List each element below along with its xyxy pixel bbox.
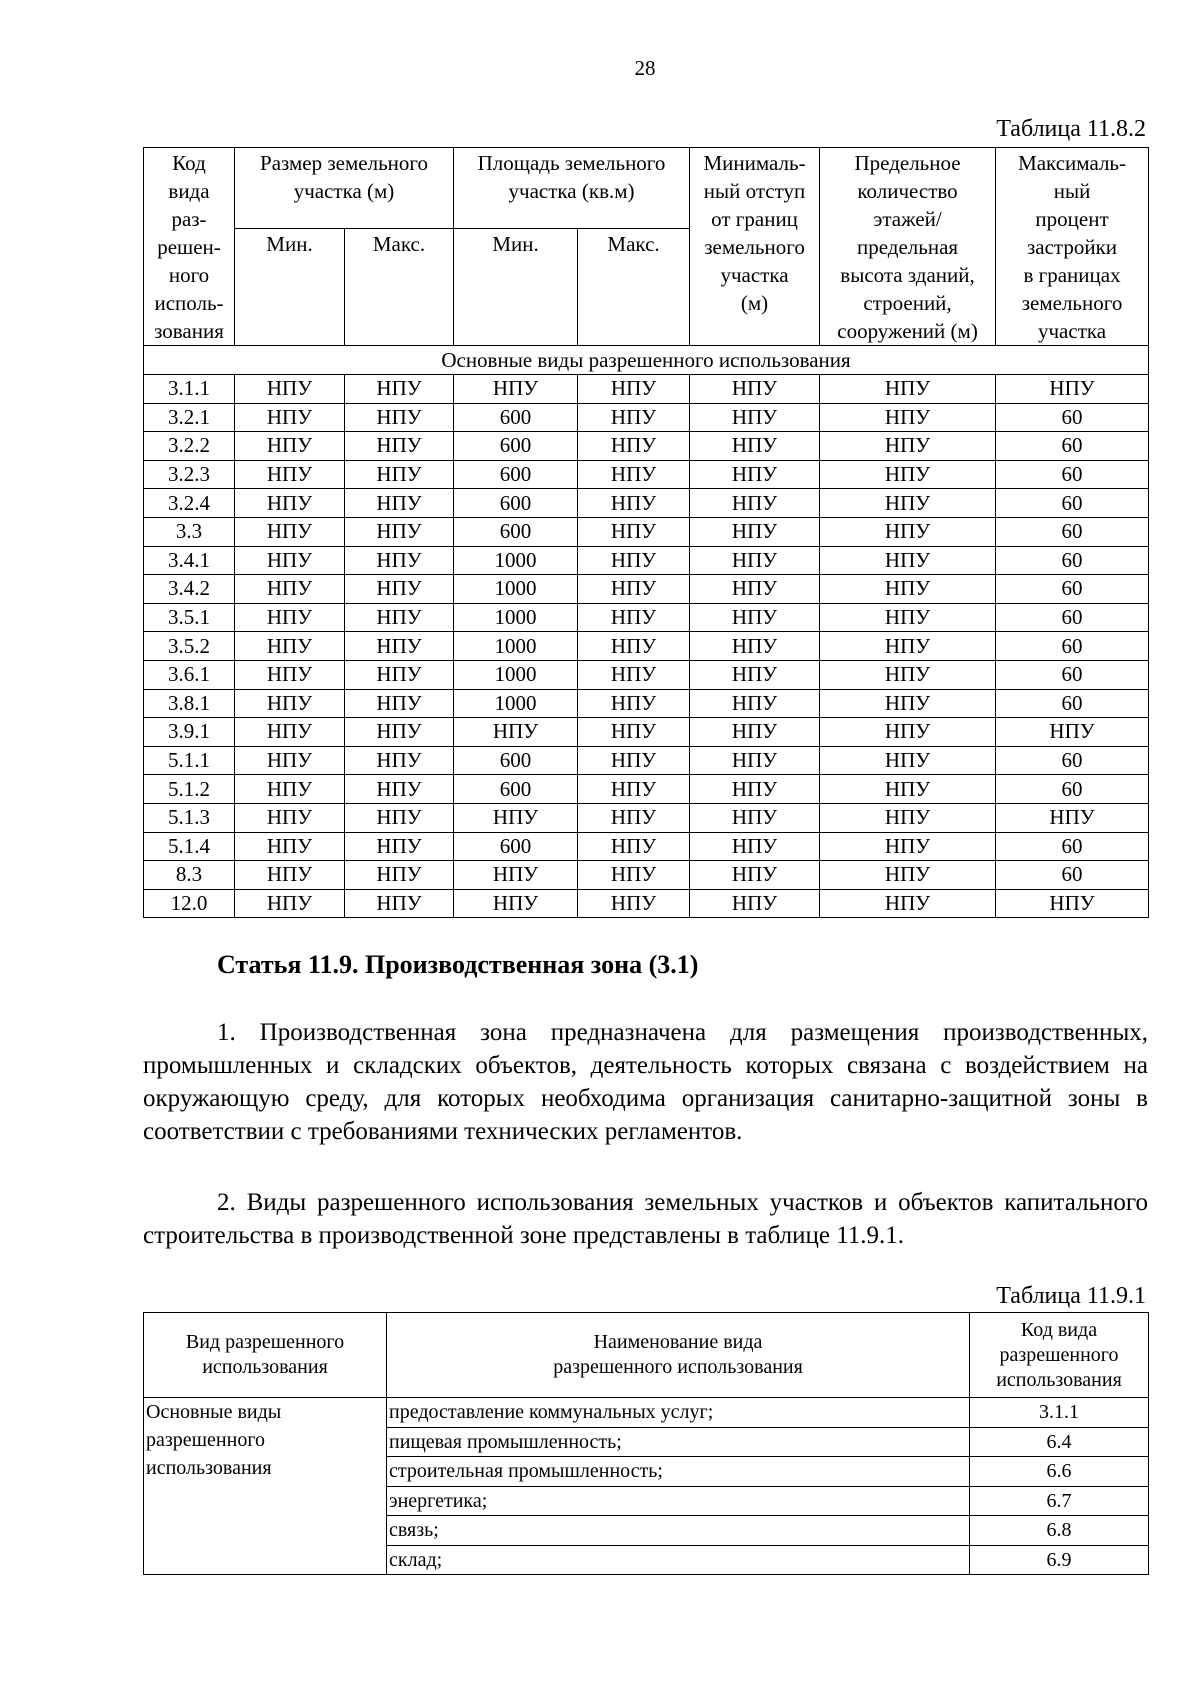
table-cell: НПУ — [345, 660, 454, 689]
table-cell: НПУ — [690, 803, 820, 832]
article-title: Статья 11.9. Производственная зона (3.1) — [217, 950, 699, 979]
table-cell: 60 — [996, 832, 1149, 861]
use-code-cell: 3.4.1 — [144, 546, 235, 575]
table-cell: НПУ — [345, 375, 454, 404]
use-code-cell: 3.2.3 — [144, 460, 235, 489]
table-cell: НПУ — [235, 803, 345, 832]
table-cell: НПУ — [345, 889, 454, 918]
table-row — [144, 517, 1149, 546]
use-group-cell: Основные виды разрешенного использования — [144, 1398, 387, 1575]
table-cell: НПУ — [235, 660, 345, 689]
table-cell: НПУ — [690, 861, 820, 890]
table-cell: НПУ — [235, 375, 345, 404]
table-cell: НПУ — [454, 803, 578, 832]
table-cell: НПУ — [820, 832, 996, 861]
table-cell: НПУ — [454, 861, 578, 890]
table-row — [144, 460, 1149, 489]
table-cell: НПУ — [345, 861, 454, 890]
table-row — [144, 432, 1149, 461]
table-cell: НПУ — [454, 889, 578, 918]
table-cell: НПУ — [345, 603, 454, 632]
table-cell: НПУ — [578, 489, 690, 518]
table-cell: НПУ — [996, 803, 1149, 832]
use-code-cell: 5.1.2 — [144, 775, 235, 804]
use-code-cell: 3.1.1 — [144, 375, 235, 404]
table-row — [144, 375, 1149, 404]
header-use-type: Вид разрешенного использования — [144, 1313, 387, 1398]
table-cell: НПУ — [578, 861, 690, 890]
header-use-code: Код вида разрешенного использования — [970, 1313, 1149, 1398]
table-cell: НПУ — [345, 432, 454, 461]
header-size-min: Мин. — [235, 228, 345, 345]
table-cell: НПУ — [820, 775, 996, 804]
table-cell: НПУ — [345, 718, 454, 747]
table-cell: 600 — [454, 489, 578, 518]
table-cell: НПУ — [578, 660, 690, 689]
table-cell: 60 — [996, 403, 1149, 432]
table-cell: НПУ — [820, 603, 996, 632]
table-row — [144, 632, 1149, 661]
table-cell: НПУ — [578, 403, 690, 432]
table-cell: НПУ — [345, 746, 454, 775]
table-row — [144, 403, 1149, 432]
use-code-cell: 5.1.1 — [144, 746, 235, 775]
table-cell: НПУ — [345, 775, 454, 804]
table-cell: НПУ — [345, 832, 454, 861]
table-cell: НПУ — [690, 718, 820, 747]
table-cell: 600 — [454, 775, 578, 804]
table-cell: НПУ — [235, 489, 345, 518]
table-cell: 60 — [996, 603, 1149, 632]
use-code-cell: 8.3 — [144, 861, 235, 890]
table-cell: НПУ — [578, 546, 690, 575]
header-size-max: Макс. — [345, 228, 454, 345]
table-cell: НПУ — [235, 603, 345, 632]
table-cell: НПУ — [578, 517, 690, 546]
table-cell: НПУ — [820, 803, 996, 832]
table-cell: НПУ — [345, 689, 454, 718]
use-name-cell: связь; — [387, 1516, 970, 1546]
use-code-cell: 6.7 — [970, 1486, 1149, 1516]
use-code-cell: 6.8 — [970, 1516, 1149, 1546]
table-cell: НПУ — [235, 517, 345, 546]
table-row — [144, 489, 1149, 518]
table-cell: 60 — [996, 460, 1149, 489]
table-cell: НПУ — [578, 375, 690, 404]
table-cell: 60 — [996, 575, 1149, 604]
table-cell: НПУ — [578, 746, 690, 775]
table-row — [144, 689, 1149, 718]
table-cell: НПУ — [235, 403, 345, 432]
table-cell: 600 — [454, 460, 578, 489]
table-cell: НПУ — [578, 775, 690, 804]
paragraph: 2. Виды разрешенного использования земельных участков и объектов капитального строительства в производственной зоне представлены в таблице 11.9.1. — [143, 1189, 1148, 1249]
header-area-min: Мин. — [454, 228, 578, 345]
table-cell: НПУ — [235, 689, 345, 718]
table-cell: НПУ — [235, 632, 345, 661]
table-cell: НПУ — [235, 832, 345, 861]
table-cell: 60 — [996, 746, 1149, 775]
use-name-cell: склад; — [387, 1545, 970, 1575]
table-cell: НПУ — [690, 889, 820, 918]
table-cell: НПУ — [235, 861, 345, 890]
table-cell: НПУ — [690, 775, 820, 804]
table-cell: НПУ — [345, 803, 454, 832]
use-code-cell: 3.8.1 — [144, 689, 235, 718]
table-cell: НПУ — [820, 403, 996, 432]
table-cell: 1000 — [454, 660, 578, 689]
zoning-parameters-table — [143, 147, 1149, 918]
use-code-cell: 3.6.1 — [144, 660, 235, 689]
table-cell: 600 — [454, 403, 578, 432]
header-setback: Минималь- ный отступ от границ земельного участка (м) — [690, 148, 820, 346]
table-cell: 60 — [996, 689, 1149, 718]
table-cell: 1000 — [454, 546, 578, 575]
table-cell: НПУ — [690, 375, 820, 404]
table-cell: НПУ — [345, 575, 454, 604]
table-cell: НПУ — [345, 517, 454, 546]
table-cell: НПУ — [820, 460, 996, 489]
table-cell: НПУ — [820, 375, 996, 404]
use-code-cell: 3.2.1 — [144, 403, 235, 432]
use-code-cell: 3.2.4 — [144, 489, 235, 518]
table-cell: НПУ — [996, 718, 1149, 747]
table-cell: НПУ — [578, 832, 690, 861]
table-cell: НПУ — [690, 603, 820, 632]
use-code-cell: 3.9.1 — [144, 718, 235, 747]
table-cell: НПУ — [235, 546, 345, 575]
table-cell: НПУ — [690, 660, 820, 689]
table-cell: НПУ — [454, 375, 578, 404]
use-code-cell: 3.1.1 — [970, 1398, 1149, 1428]
table-cell: 60 — [996, 489, 1149, 518]
use-code-cell: 3.3 — [144, 517, 235, 546]
table-cell: НПУ — [578, 603, 690, 632]
table-cell: 60 — [996, 632, 1149, 661]
table-row — [144, 546, 1149, 575]
table-cell: НПУ — [996, 375, 1149, 404]
table-cell: НПУ — [345, 403, 454, 432]
table-row — [144, 889, 1149, 918]
table-cell: НПУ — [820, 432, 996, 461]
page-number: 28 — [634, 56, 656, 80]
table-cell: НПУ — [820, 546, 996, 575]
table-cell: 600 — [454, 432, 578, 461]
table-cell: НПУ — [690, 832, 820, 861]
header-plot-area: Площадь земельного участка (кв.м) — [454, 148, 690, 229]
use-code-cell: 6.9 — [970, 1545, 1149, 1575]
table-cell: НПУ — [820, 575, 996, 604]
table-cell: НПУ — [820, 660, 996, 689]
table-cell: НПУ — [578, 803, 690, 832]
table-cell: НПУ — [820, 889, 996, 918]
table-cell: НПУ — [690, 432, 820, 461]
table-cell: НПУ — [690, 746, 820, 775]
table-cell: НПУ — [578, 718, 690, 747]
table-cell: НПУ — [690, 575, 820, 604]
table-cell: НПУ — [996, 889, 1149, 918]
table-cell: НПУ — [345, 632, 454, 661]
use-name-cell: предоставление коммунальных услуг; — [387, 1398, 970, 1428]
table-cell: НПУ — [235, 575, 345, 604]
table-cell: НПУ — [690, 460, 820, 489]
table-cell: НПУ — [578, 575, 690, 604]
table-cell: НПУ — [235, 746, 345, 775]
table-cell: НПУ — [690, 517, 820, 546]
header-floors: Предельное количество этажей/ предельная высота зданий, строений, сооружений (м) — [820, 148, 996, 346]
table-cell: НПУ — [578, 460, 690, 489]
section-heading: Основные виды разрешенного использования — [144, 346, 1149, 375]
table-cell: НПУ — [235, 718, 345, 747]
table-cell: НПУ — [345, 546, 454, 575]
header-code: Код вида раз- решен- ного исполь- зования — [144, 148, 235, 346]
header-area-max: Макс. — [578, 228, 690, 345]
table-cell: НПУ — [235, 775, 345, 804]
table-row — [144, 775, 1149, 804]
table-cell: НПУ — [820, 861, 996, 890]
table-cell: 60 — [996, 775, 1149, 804]
table-cell: НПУ — [235, 432, 345, 461]
table-cell: НПУ — [235, 460, 345, 489]
table-cell: НПУ — [690, 689, 820, 718]
table-cell: НПУ — [820, 689, 996, 718]
use-code-cell: 3.5.1 — [144, 603, 235, 632]
use-code-cell: 12.0 — [144, 889, 235, 918]
table-cell: 600 — [454, 746, 578, 775]
header-plot-size: Размер земельного участка (м) — [235, 148, 454, 229]
table-cell: НПУ — [345, 489, 454, 518]
table-cell: НПУ — [690, 403, 820, 432]
table-cell: НПУ — [820, 517, 996, 546]
use-name-cell: пищевая промышленность; — [387, 1427, 970, 1457]
table-cell: НПУ — [690, 546, 820, 575]
table-row — [144, 803, 1149, 832]
use-code-cell: 3.5.2 — [144, 632, 235, 661]
use-code-cell: 6.4 — [970, 1427, 1149, 1457]
table-caption: Таблица 11.8.2 — [996, 116, 1146, 142]
table-row — [144, 1398, 1149, 1428]
table-row — [144, 832, 1149, 861]
header-coverage: Максималь- ный процент застройки в границах земельного участка — [996, 148, 1149, 346]
table-cell: НПУ — [820, 489, 996, 518]
table-caption: Таблица 11.9.1 — [996, 1283, 1146, 1309]
table-row — [144, 746, 1149, 775]
table-cell: 1000 — [454, 603, 578, 632]
table-cell: 60 — [996, 432, 1149, 461]
paragraph: 1. Производственная зона предназначена для размещения производственных, промышленных и складских объектов, деятельность которых связана с воздействием на окружающую среду, для которых необходима организация санитарно-защитной зоны в соответствии с требованиями технических регламентов. — [143, 1019, 1148, 1145]
table-cell: НПУ — [690, 632, 820, 661]
table-row — [144, 861, 1149, 890]
header-use-name: Наименование вида разрешенного использования — [387, 1313, 970, 1398]
table-cell: 60 — [996, 517, 1149, 546]
table-cell: НПУ — [578, 632, 690, 661]
table-cell: НПУ — [345, 460, 454, 489]
table-cell: 1000 — [454, 575, 578, 604]
table-cell: 60 — [996, 546, 1149, 575]
table-cell: 1000 — [454, 689, 578, 718]
use-code-cell: 5.1.3 — [144, 803, 235, 832]
permitted-use-table — [143, 1312, 1149, 1575]
table-cell: НПУ — [235, 889, 345, 918]
table-cell: НПУ — [454, 718, 578, 747]
table-cell: 1000 — [454, 632, 578, 661]
table-cell: НПУ — [578, 889, 690, 918]
table-cell: 600 — [454, 832, 578, 861]
table-cell: 60 — [996, 660, 1149, 689]
use-code-cell: 6.6 — [970, 1457, 1149, 1487]
table-cell: НПУ — [820, 746, 996, 775]
use-name-cell: строительная промышленность; — [387, 1457, 970, 1487]
table-cell: НПУ — [690, 489, 820, 518]
use-code-cell: 3.4.2 — [144, 575, 235, 604]
table-row — [144, 603, 1149, 632]
table-cell: НПУ — [820, 718, 996, 747]
table-row — [144, 575, 1149, 604]
table-row — [144, 718, 1149, 747]
use-code-cell: 3.2.2 — [144, 432, 235, 461]
use-name-cell: энергетика; — [387, 1486, 970, 1516]
table-cell: НПУ — [578, 689, 690, 718]
table-cell: 600 — [454, 517, 578, 546]
table-cell: НПУ — [578, 432, 690, 461]
table-row — [144, 660, 1149, 689]
table-cell: НПУ — [820, 632, 996, 661]
table-cell: 60 — [996, 861, 1149, 890]
use-code-cell: 5.1.4 — [144, 832, 235, 861]
